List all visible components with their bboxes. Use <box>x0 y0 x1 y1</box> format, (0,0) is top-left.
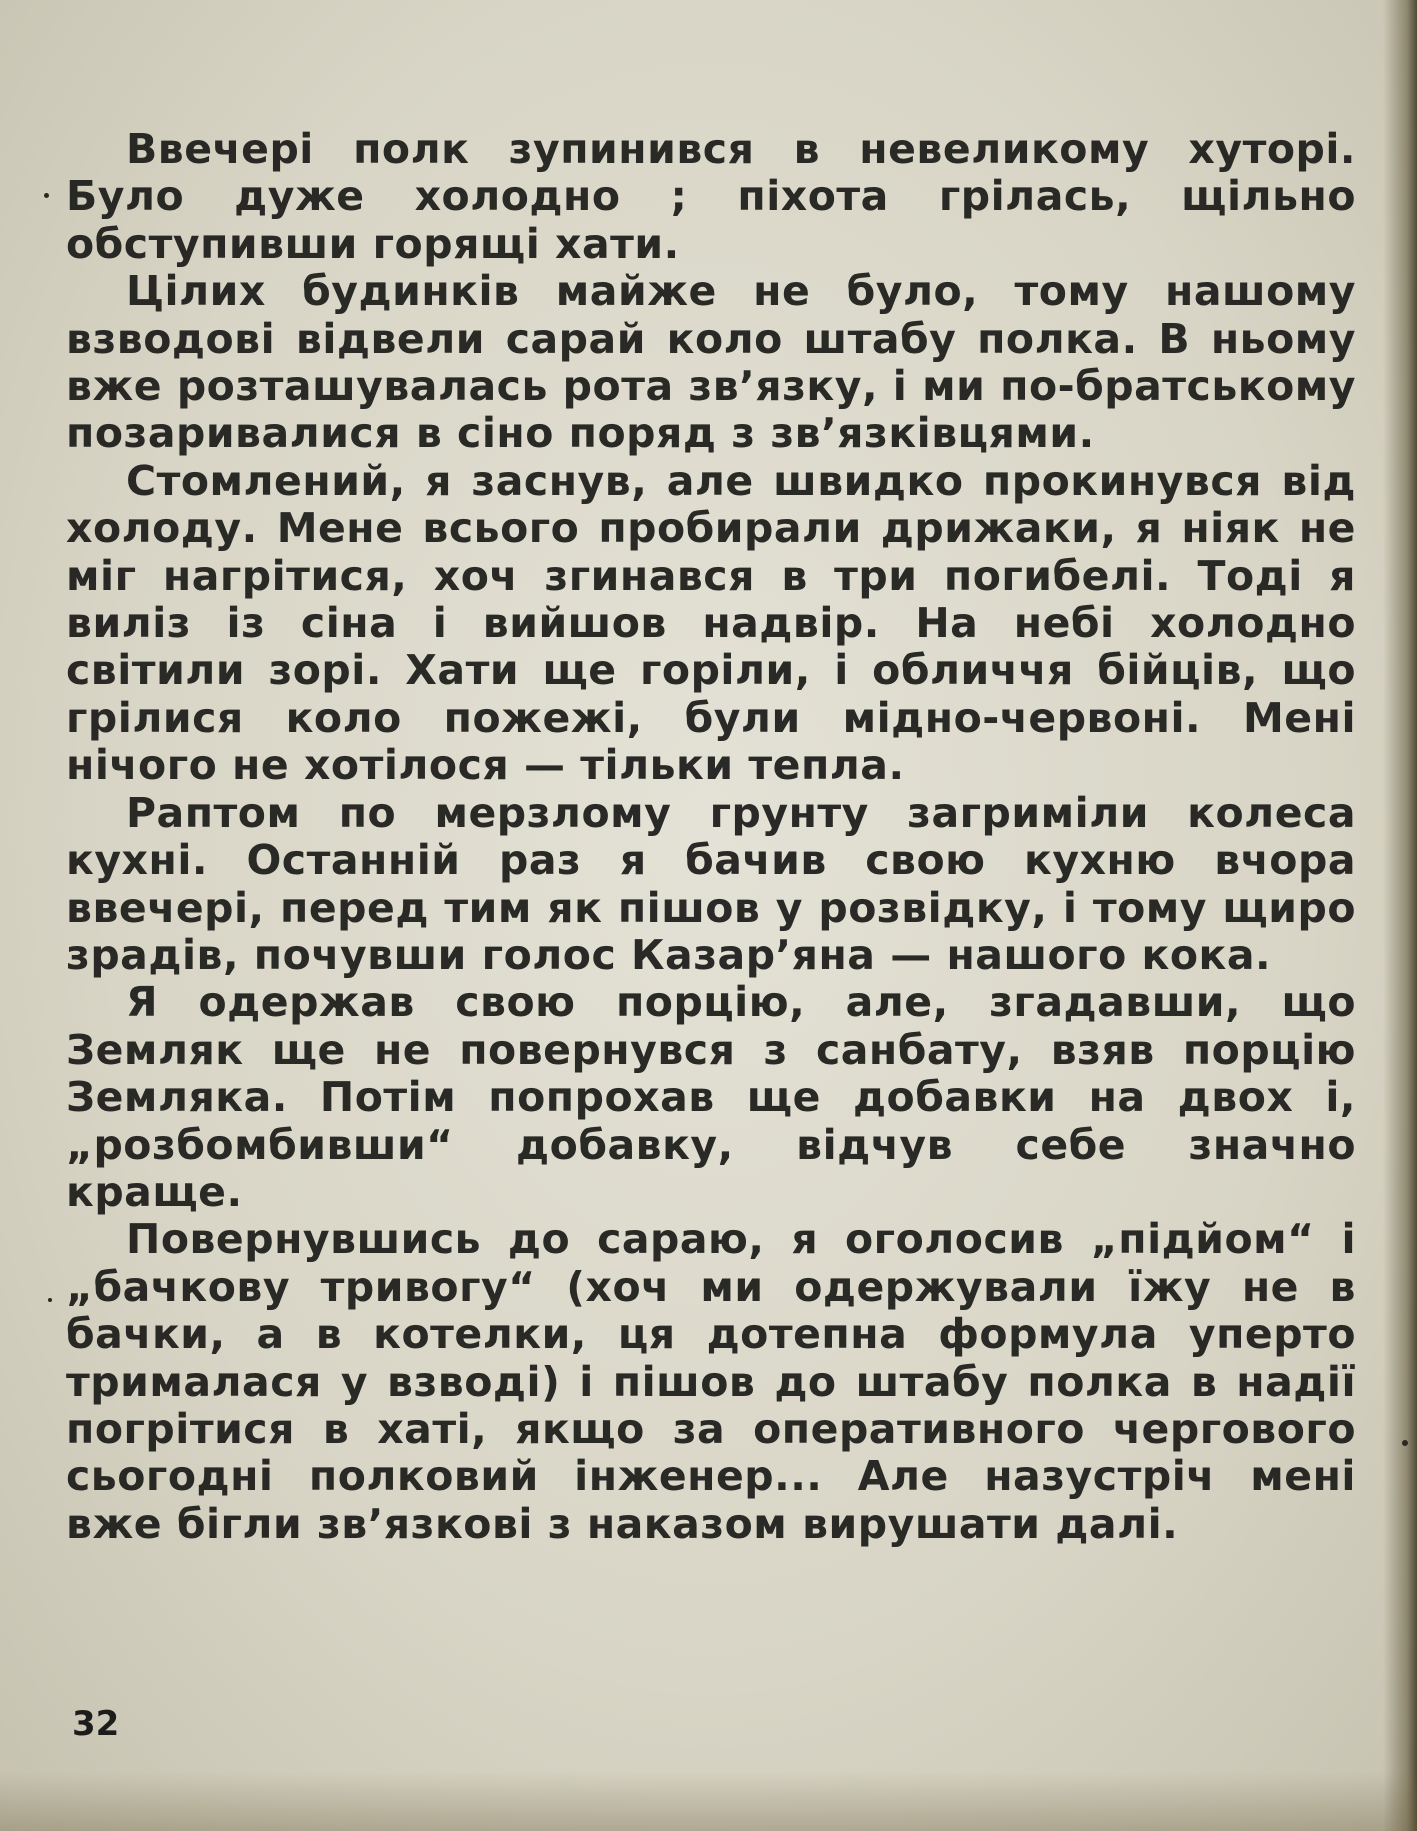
ink-speck <box>44 193 49 198</box>
page-edge-shadow <box>1383 0 1417 1831</box>
ink-speck <box>48 1298 52 1302</box>
page-bottom-shadow <box>0 1771 1417 1831</box>
ink-speck <box>1402 1440 1408 1446</box>
paragraph: Стомлений, я заснув, але швидко прокинувся від холоду. Мене всього пробирали дрижаки, я ніяк не міг нагрітися, хоч згинався в три погибелі. Тоді я виліз із сіна і вийшов надвір. На небі холодно світили зорі. Хати ще горіли, і обличчя бійців, що грілися коло пожежі, були мідно-червоні. Мені нічого не хотілося — тільки тепла. <box>66 456 1356 790</box>
body-text <box>66 126 1356 1548</box>
paragraph: Я одержав свою порцію, але, згадавши, що Земляк ще не повернувся з санбату, взяв порцію Земляка. Потім попрохав ще добавки на двох і, „розбомбивши“ добавку, відчув себе значно краще. <box>66 978 1356 1216</box>
page-number: 32 <box>72 1704 120 1744</box>
paragraph: Ввечері полк зупинився в невеликому хуторі. Було дуже холодно ; піхота грілась, щільно обступивши горящі хати. <box>66 125 1356 268</box>
paragraph: Цілих будинків майже не було, тому нашому взводові відвели сарай коло штабу полка. В ньому вже розташувалась рота зв’язку, і ми по-братському позаривалися в сіно поряд з зв’язківцями. <box>66 267 1357 458</box>
paragraph: Раптом по мерзлому грунту загриміли колеса кухні. Останній раз я бачив свою кухню вчора ввечері, перед тим як пішов у розвідку, і тому щиро зрадів, почувши голос Казар’яна — нашого кока. <box>66 788 1356 979</box>
paragraph: Повернувшись до сараю, я оголосив „підйом“ і „бачкову тривогу“ (хоч ми одержували їжу не в бачки, а в котелки, ця дотепна формула уперто трималася у взводі) і пішов до штабу полка в надії погрітися в хаті, якщо за оперативного чергового сьогодні полковий інженер... Але назустріч мені вже бігли зв’язкові з наказом вирушати далі. <box>66 1215 1356 1548</box>
